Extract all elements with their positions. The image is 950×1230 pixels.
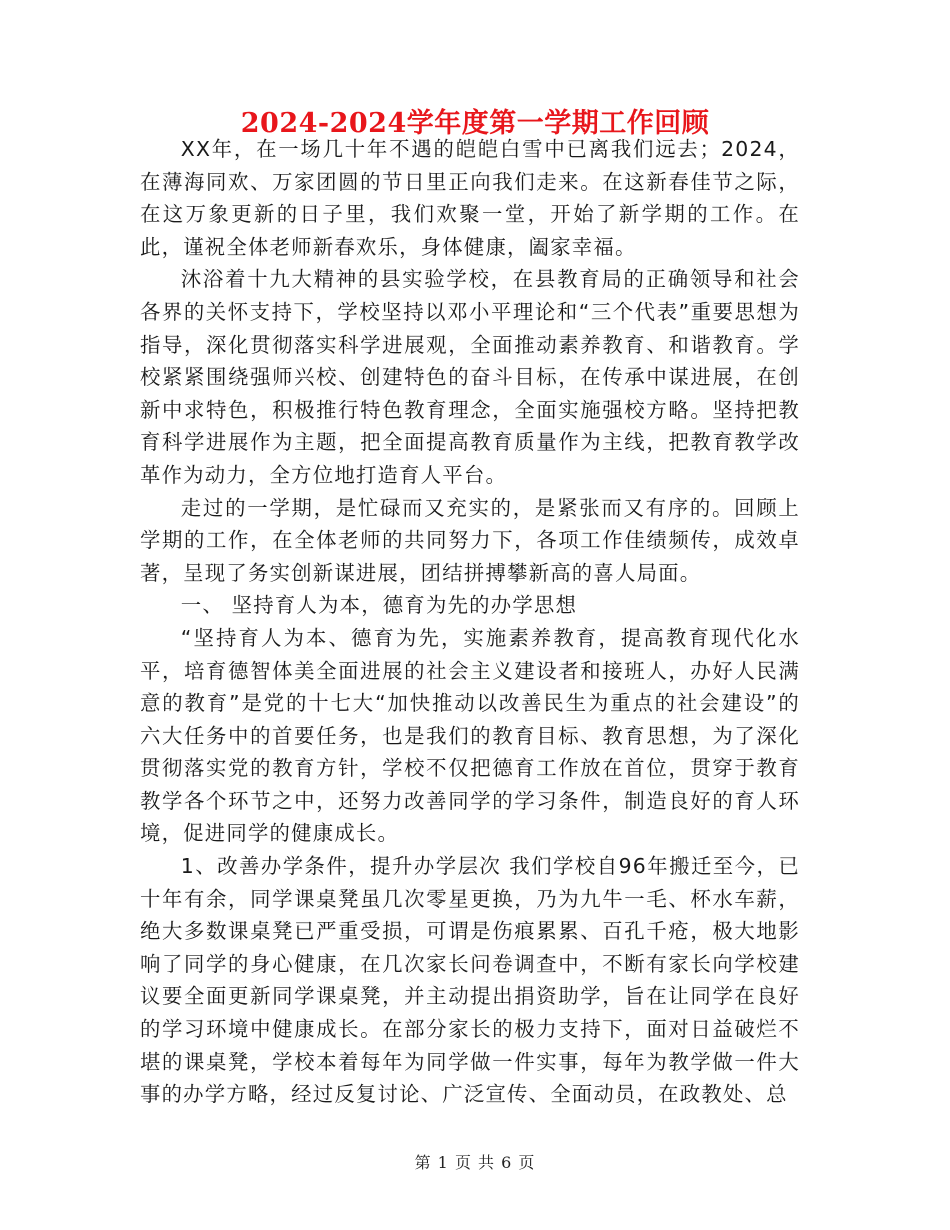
paragraph-guidance: 沐浴着十九大精神的县实验学校，在县教育局的正确领导和社会各界的关怀支持下，学校坚持以邓小平理论和“三个代表”重要思想为指导，深化贯彻落实科学进展观，全面推动素养教育、和谐教育。学校紧紧围绕强师兴校、创建特色的奋斗目标，在传承中谋进展，在创新中求特色，积极推行特色教育理念，全面实施强校方略。坚持把教育科学进展作为主题，把全面提高教育质量作为主线，把教育教学改革作为动力，全方位地打造育人平台。 (140, 267, 800, 487)
paragraph-review: 走过的一学期，是忙碌而又充实的，是紧张而又有序的。回顾上学期的工作，在全体老师的共同努力下，各项工作佳绩频传，成效卓著，呈现了务实创新谋进展，团结拼搏攀新高的喜人局面。 (140, 495, 800, 585)
paragraph-moral-education: “坚持育人为本、德育为先，实施素养教育，提高教育现代化水平，培育德智体美全面进展的社会主义建设者和接班人，办好人民满意的教育”是党的十七大“加快推动以改善民生为重点的社会建设”的六大任务中的首要任务，也是我们的教育目标、教育思想，为了深化贯彻落实党的教育方针，学校不仅把德育工作放在首位，贯穿于教育教学各个环节之中，还努力改善同学的学习条件，制造良好的育人环境，促进同学的健康成长。 (140, 625, 800, 846)
document-title: 2024-2024学年度第一学期工作回顾 (240, 108, 710, 139)
page-footer: 第 1 页 共 6 页 (414, 1153, 536, 1172)
document-body (140, 133, 800, 1111)
paragraph-intro: XX年，在一场几十年不遇的皑皑白雪中已离我们远去；2024，在薄海同欢、万家团圆的节日里正向我们走来。在这新春佳节之际，在这万象更新的日子里，我们欢聚一堂，开始了新学期的工作。在此，谨祝全体老师新春欢乐，身体健康，阖家幸福。 (140, 137, 800, 259)
section-heading-1: 一、 坚持育人为本，德育为先的办学思想 (180, 593, 578, 618)
paragraph-conditions: 1、改善办学条件，提升办学层次 我们学校自96年搬迁至今，已十年有余，同学课桌凳虽几次零星更换，乃为九牛一毛、杯水车薪，绝大多数课桌凳已严重受损，可谓是伤痕累累、百孔千疮，极大地影响了同学的身心健康，在几次家长问卷调查中，不断有家长向学校建议要全面更新同学课桌凳，并主动提出捐资助学，旨在让同学在良好的学习环境中健康成长。在部分家长的极力支持下，面对日益破烂不堪的课桌凳，学校本着每年为同学做一件实事，每年为教学做一件大事的办学方略，经过反复讨论、广泛宣传、全面动员，在政教处、总 (140, 854, 800, 1107)
